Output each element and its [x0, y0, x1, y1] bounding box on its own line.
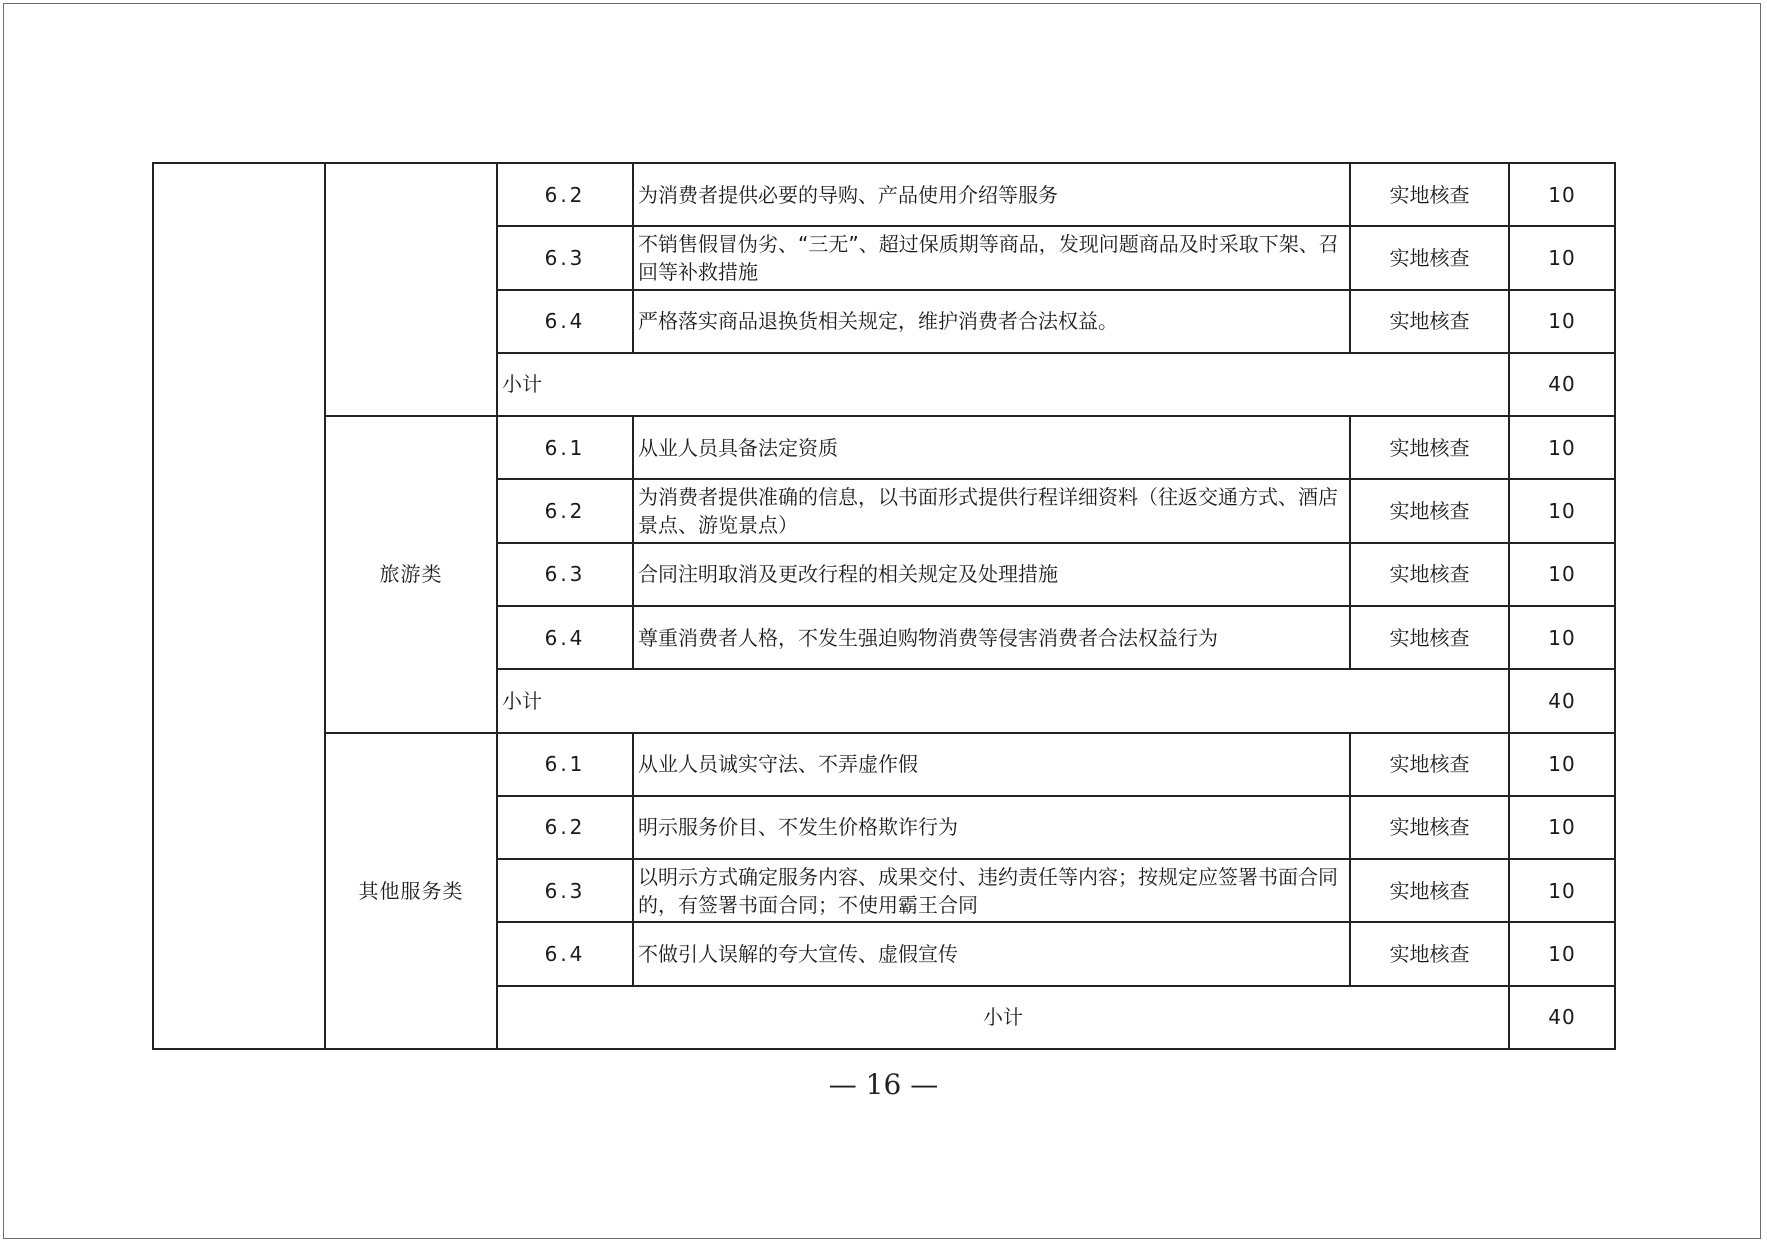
empty-left-column [153, 163, 325, 1049]
check-method: 实地核查 [1350, 543, 1509, 606]
item-score: 10 [1509, 543, 1615, 606]
item-code: 6.2 [497, 163, 633, 226]
subtotal-value: 40 [1509, 986, 1615, 1049]
check-method: 实地核查 [1350, 733, 1509, 796]
item-score: 10 [1509, 733, 1615, 796]
item-score: 10 [1509, 606, 1615, 669]
item-description: 为消费者提供准确的信息，以书面形式提供行程详细资料（往返交通方式、酒店景点、游览景点） [633, 479, 1350, 542]
check-method: 实地核查 [1350, 922, 1509, 985]
item-description: 尊重消费者人格，不发生强迫购物消费等侵害消费者合法权益行为 [633, 606, 1350, 669]
evaluation-table [152, 162, 1616, 1050]
item-code: 6.4 [497, 922, 633, 985]
item-description: 从业人员诚实守法、不弄虚作假 [633, 733, 1350, 796]
subtotal-label: 小计 [497, 669, 1509, 732]
check-method: 实地核查 [1350, 416, 1509, 479]
item-score: 10 [1509, 859, 1615, 922]
check-method: 实地核查 [1350, 479, 1509, 542]
subtotal-label: 小计 [497, 986, 1509, 1049]
item-code: 6.1 [497, 416, 633, 479]
item-description: 合同注明取消及更改行程的相关规定及处理措施 [633, 543, 1350, 606]
category-cell [325, 163, 497, 416]
item-description: 不做引人误解的夸大宣传、虚假宣传 [633, 922, 1350, 985]
category-cell: 其他服务类 [325, 733, 497, 1049]
item-code: 6.2 [497, 796, 633, 859]
item-code: 6.1 [497, 733, 633, 796]
category-cell: 旅游类 [325, 416, 497, 732]
item-description: 明示服务价目、不发生价格欺诈行为 [633, 796, 1350, 859]
subtotal-value: 40 [1509, 669, 1615, 732]
item-code: 6.4 [497, 606, 633, 669]
item-description: 以明示方式确定服务内容、成果交付、违约责任等内容；按规定应签署书面合同的，有签署书面合同；不使用霸王合同 [633, 859, 1350, 922]
item-score: 10 [1509, 290, 1615, 353]
subtotal-label: 小计 [497, 353, 1509, 416]
item-score: 10 [1509, 796, 1615, 859]
item-description: 严格落实商品退换货相关规定，维护消费者合法权益。 [633, 290, 1350, 353]
item-code: 6.4 [497, 290, 633, 353]
check-method: 实地核查 [1350, 226, 1509, 289]
item-score: 10 [1509, 922, 1615, 985]
item-code: 6.3 [497, 226, 633, 289]
item-description: 不销售假冒伪劣、“三无”、超过保质期等商品，发现问题商品及时采取下架、召回等补救措施 [633, 226, 1350, 289]
subtotal-value: 40 [1509, 353, 1615, 416]
item-code: 6.3 [497, 859, 633, 922]
item-description: 从业人员具备法定资质 [633, 416, 1350, 479]
item-score: 10 [1509, 479, 1615, 542]
item-score: 10 [1509, 416, 1615, 479]
check-method: 实地核查 [1350, 796, 1509, 859]
check-method: 实地核查 [1350, 606, 1509, 669]
item-score: 10 [1509, 163, 1615, 226]
table-row [153, 733, 1615, 796]
check-method: 实地核查 [1350, 859, 1509, 922]
item-score: 10 [1509, 226, 1615, 289]
check-method: 实地核查 [1350, 163, 1509, 226]
table-row [153, 163, 1615, 226]
item-description: 为消费者提供必要的导购、产品使用介绍等服务 [633, 163, 1350, 226]
item-code: 6.3 [497, 543, 633, 606]
table-row [153, 416, 1615, 479]
page-number: — 16 — [828, 1068, 939, 1101]
item-code: 6.2 [497, 479, 633, 542]
check-method: 实地核查 [1350, 290, 1509, 353]
